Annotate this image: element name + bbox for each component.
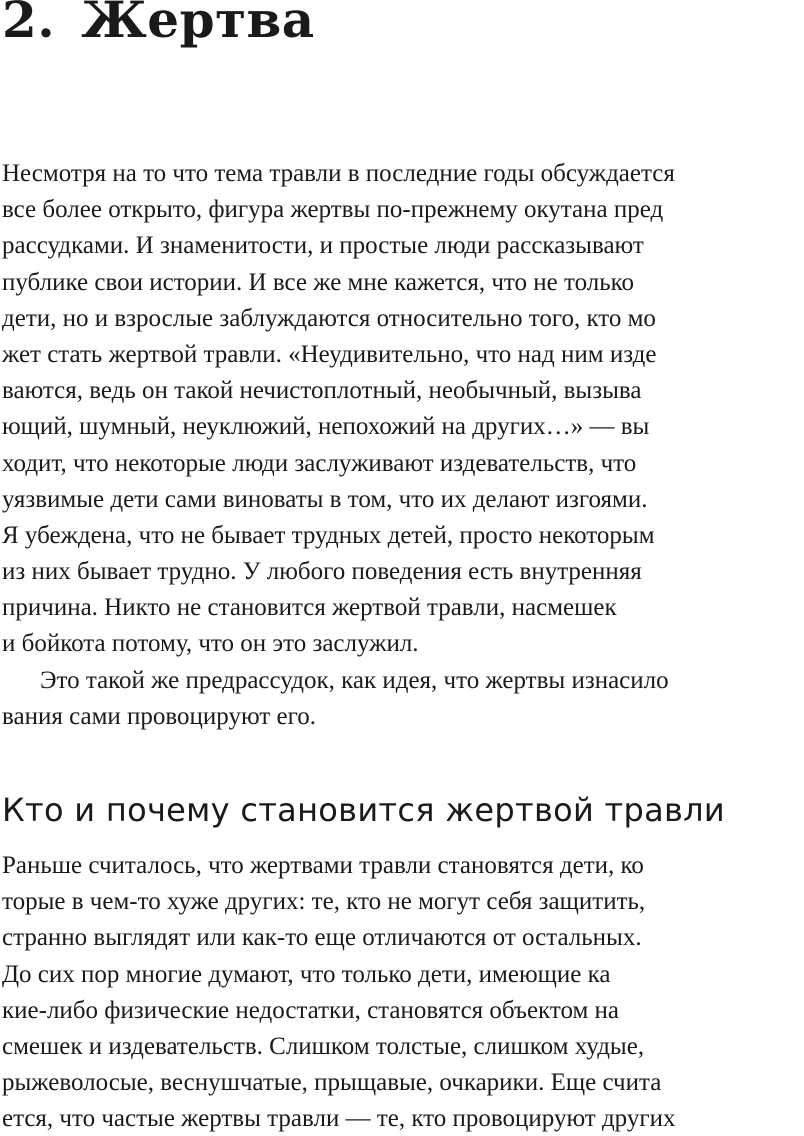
text-line: Это такой же предрассудок, как идея, что жертвы изнасило <box>40 666 669 694</box>
text-line: Несмотря на то что тема травли в последние годы обсуждается <box>2 160 675 187</box>
text-line: ваются, ведь он такой нечистоплотный, необычный, вызыва <box>2 377 642 405</box>
text-line: торые в чем-то хуже других: те, кто не могут себя защитить, <box>2 888 646 916</box>
text-line: странно выглядят или как-то еще отличаются от остальных. <box>2 924 642 952</box>
paragraph <box>2 156 804 663</box>
text-line: ходит, что некоторые люди заслуживают издевательств, что <box>2 449 637 477</box>
text-line: рассудками. И знаменитости, и простые люди рассказывают <box>2 232 644 260</box>
paragraph <box>2 663 804 735</box>
text-line: ется, что частые жертвы травли — те, кто провоцируют других <box>2 1105 676 1133</box>
chapter-title <box>2 0 315 52</box>
body-text-bottom <box>2 848 804 1136</box>
text-line: публике свои истории. И все же мне кажется, что не только <box>2 268 634 296</box>
text-line: дети, но и взрослые заблуждаются относительно того, кто мо <box>2 304 656 332</box>
text-line: смешек и издевательств. Слишком толстые, слишком худые, <box>2 1032 645 1060</box>
text-line: До сих пор многие думают, что только дети, имеющие ка <box>2 960 611 988</box>
chapter-number: 2. <box>2 0 56 49</box>
paragraph <box>2 848 804 1136</box>
chapter-title-text: Жертва <box>81 0 315 49</box>
text-line: Раньше считалось, что жертвами травли становятся дети, ко <box>2 852 644 879</box>
text-line: уязвимые дети сами виноваты в том, что их делают изгоями. <box>2 485 648 513</box>
text-line: жет стать жертвой травли. «Неудивительно, что над ним изде <box>2 340 657 368</box>
text-line: все более открыто, фигура жертвы по-прежнему окутана пред <box>2 196 664 224</box>
text-line: из них бывает трудно. У любого поведения есть внутренняя <box>2 558 642 586</box>
text-line: и бойкота потому, что он это заслужил. <box>2 630 419 658</box>
body-text-top <box>2 156 804 735</box>
text-line: причина. Никто не становится жертвой травли, насмешек <box>2 594 617 622</box>
section-heading: Кто и почему становится жертвой травли <box>2 791 726 829</box>
text-line: ющий, шумный, неуклюжий, непохожий на других…» — вы <box>2 413 650 441</box>
text-line: Я убеждена, что не бывает трудных детей, просто некоторым <box>2 521 655 549</box>
text-line: рыжеволосые, веснушчатые, прыщавые, очкарики. Еще счита <box>2 1069 662 1097</box>
text-line: кие-либо физические недостатки, становятся объектом на <box>2 996 620 1024</box>
text-line: вания сами провоцируют его. <box>2 702 316 730</box>
